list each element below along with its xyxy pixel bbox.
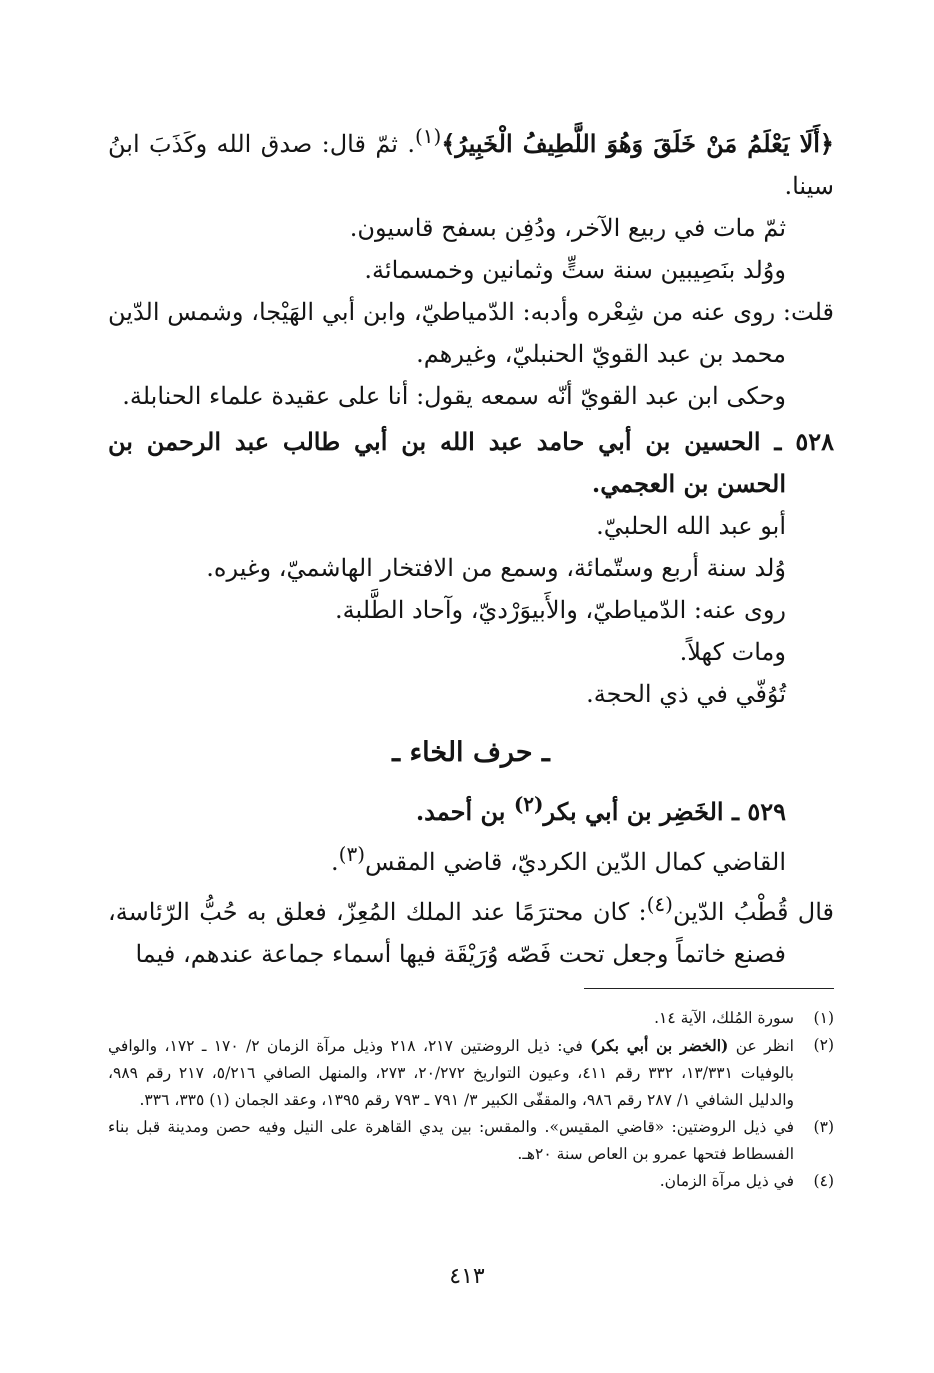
quran-quote-paragraph bbox=[108, 115, 834, 207]
entry-529-line-2 bbox=[108, 883, 834, 975]
footnote-text: سورة المُلك، الآية ١٤. bbox=[654, 1009, 794, 1027]
footnote-ref-1: (١) bbox=[414, 124, 442, 148]
footnote-2 bbox=[108, 1032, 834, 1114]
footnote-text-rest: في: ذيل الروضتين ٢١٧، ٢١٨ وذيل مرآة الزمان ٢/ ١٧٠ ـ ١٧٢، والوافي بالوفيات ١٣/٣٣١، ٣٣٢ رقم ٤١١، وعيون التواريخ ٢٠/٢٧٢، ٢٧٣، والمنهل الصافي ٥/٢١٦، ٢١٧ رقم ٩٨٩، والدليل الشافي ١/ ٢٨٧ رقم ٩٨٦، والمقفّى الكبير ٣/ ٧٩١ ـ ٧٩٣ رقم ١٣٩٥، وعقد الجمان (١) ٣٣٥، ٣٣٦. bbox=[108, 1037, 794, 1109]
creed-line: وحكى ابن عبد القويّ أنّه سمعه يقول: أنا على عقيدة علماء الحنابلة. bbox=[122, 382, 786, 410]
footnote-3 bbox=[108, 1114, 834, 1168]
entry-529-title bbox=[108, 783, 834, 833]
death-line: ثمّ مات في ربيع الآخر، ودُفِن بسفح قاسيون. bbox=[349, 214, 786, 242]
footnote-text-start: انظر عن bbox=[728, 1037, 794, 1055]
entry-529-line-2-end: : كان محترَمًا عند الملك المُعِزّ، فعلق به حُبُّ الرّئاسة، فصنع خاتماً وجعل تحت فَصّه وُرَيْقَة فيها أسماء جماعة عندهم، فيما bbox=[108, 898, 786, 968]
footnote-text: في ذيل مرآة الزمان. bbox=[659, 1172, 794, 1190]
footnote-divider bbox=[584, 988, 834, 989]
entry-528-line-4: ومات كهلاً. bbox=[679, 638, 786, 666]
entry-528-line-2: وُلد سنة أربع وستّمائة، وسمع من الافتخار الهاشميّ، وغيره. bbox=[206, 554, 786, 582]
footnote-ref-3: (٣) bbox=[338, 842, 365, 866]
footnote-text bbox=[108, 1032, 794, 1114]
entry-529-line-1-end: . bbox=[330, 848, 339, 876]
entry-529-name: ٥٢٩ ـ الخَضِر بن أبي بكر bbox=[543, 797, 786, 826]
narrators-line: قلت: روى عنه من شِعْره وأدبه: الدّمياطيّ، وابن أبي الهَيْجا، وشمس الدّين محمد بن عبد القويّ الحنبليّ، وغيرهم. bbox=[108, 298, 834, 368]
entry-529-line-1 bbox=[108, 833, 834, 883]
footnote-ref-2: (٢) bbox=[513, 792, 544, 816]
footnote-number: (٢) bbox=[813, 1036, 834, 1054]
footnote-1 bbox=[108, 1005, 834, 1032]
entry-528-line-3: روى عنه: الدّمياطيّ، والأَبيوَرْديّ، وآحاد الطَّلبة. bbox=[335, 596, 786, 624]
entry-528-line-5: تُوُفّي في ذي الحجة. bbox=[586, 680, 786, 708]
footnote-ref-4: (٤) bbox=[646, 892, 673, 916]
footnote-number: (٤) bbox=[813, 1172, 834, 1190]
entry-529-line-1-text: القاضي كمال الدّين الكرديّ، قاضي المقس bbox=[365, 848, 786, 876]
main-text bbox=[108, 115, 834, 975]
entry-528-line-1: أبو عبد الله الحلبيّ. bbox=[596, 512, 786, 540]
footnote-4 bbox=[108, 1168, 834, 1195]
entry-529-name-end: بن أحمد. bbox=[415, 797, 514, 826]
footnote-bold-name: (الخضر بن أبي بكر) bbox=[590, 1036, 729, 1055]
footnote-number: (١) bbox=[813, 1009, 834, 1027]
page-number: ٤١٣ bbox=[449, 1264, 485, 1289]
footnote-number: (٣) bbox=[813, 1118, 834, 1136]
quran-quote: ﴿أَلَا يَعْلَمُ مَنْ خَلَقَ وَهُوَ اللَّطِيفُ الْخَبِيرُ﴾ bbox=[441, 129, 834, 158]
section-heading: ـ حرف الخاء ـ bbox=[392, 737, 550, 768]
quote-continuation: . ثمّ قال: صدق الله وكَذَبَ ابنُ سينا. bbox=[108, 130, 834, 200]
footnote-text: في ذيل الروضتين: «قاضي المقيس». والمقس: بين يدي القاهرة على النيل وفيه حصن ومدينة قبل بناء الفسطاط فتحها عمرو بن العاص سنة ٢٠هـ. bbox=[108, 1118, 794, 1163]
entry-529-line-2-text: قال قُطْبُ الدّين bbox=[672, 898, 834, 926]
entry-528-title: ٥٢٨ ـ الحسين بن أبي حامد عبد الله بن أبي طالب عبد الرحمن بن الحسن بن العجمي. bbox=[108, 427, 834, 498]
birth-line: ووُلد بنَصِيبين سنة ستٍّ وثمانين وخمسمائة. bbox=[364, 256, 786, 284]
footnotes bbox=[108, 1005, 834, 1195]
